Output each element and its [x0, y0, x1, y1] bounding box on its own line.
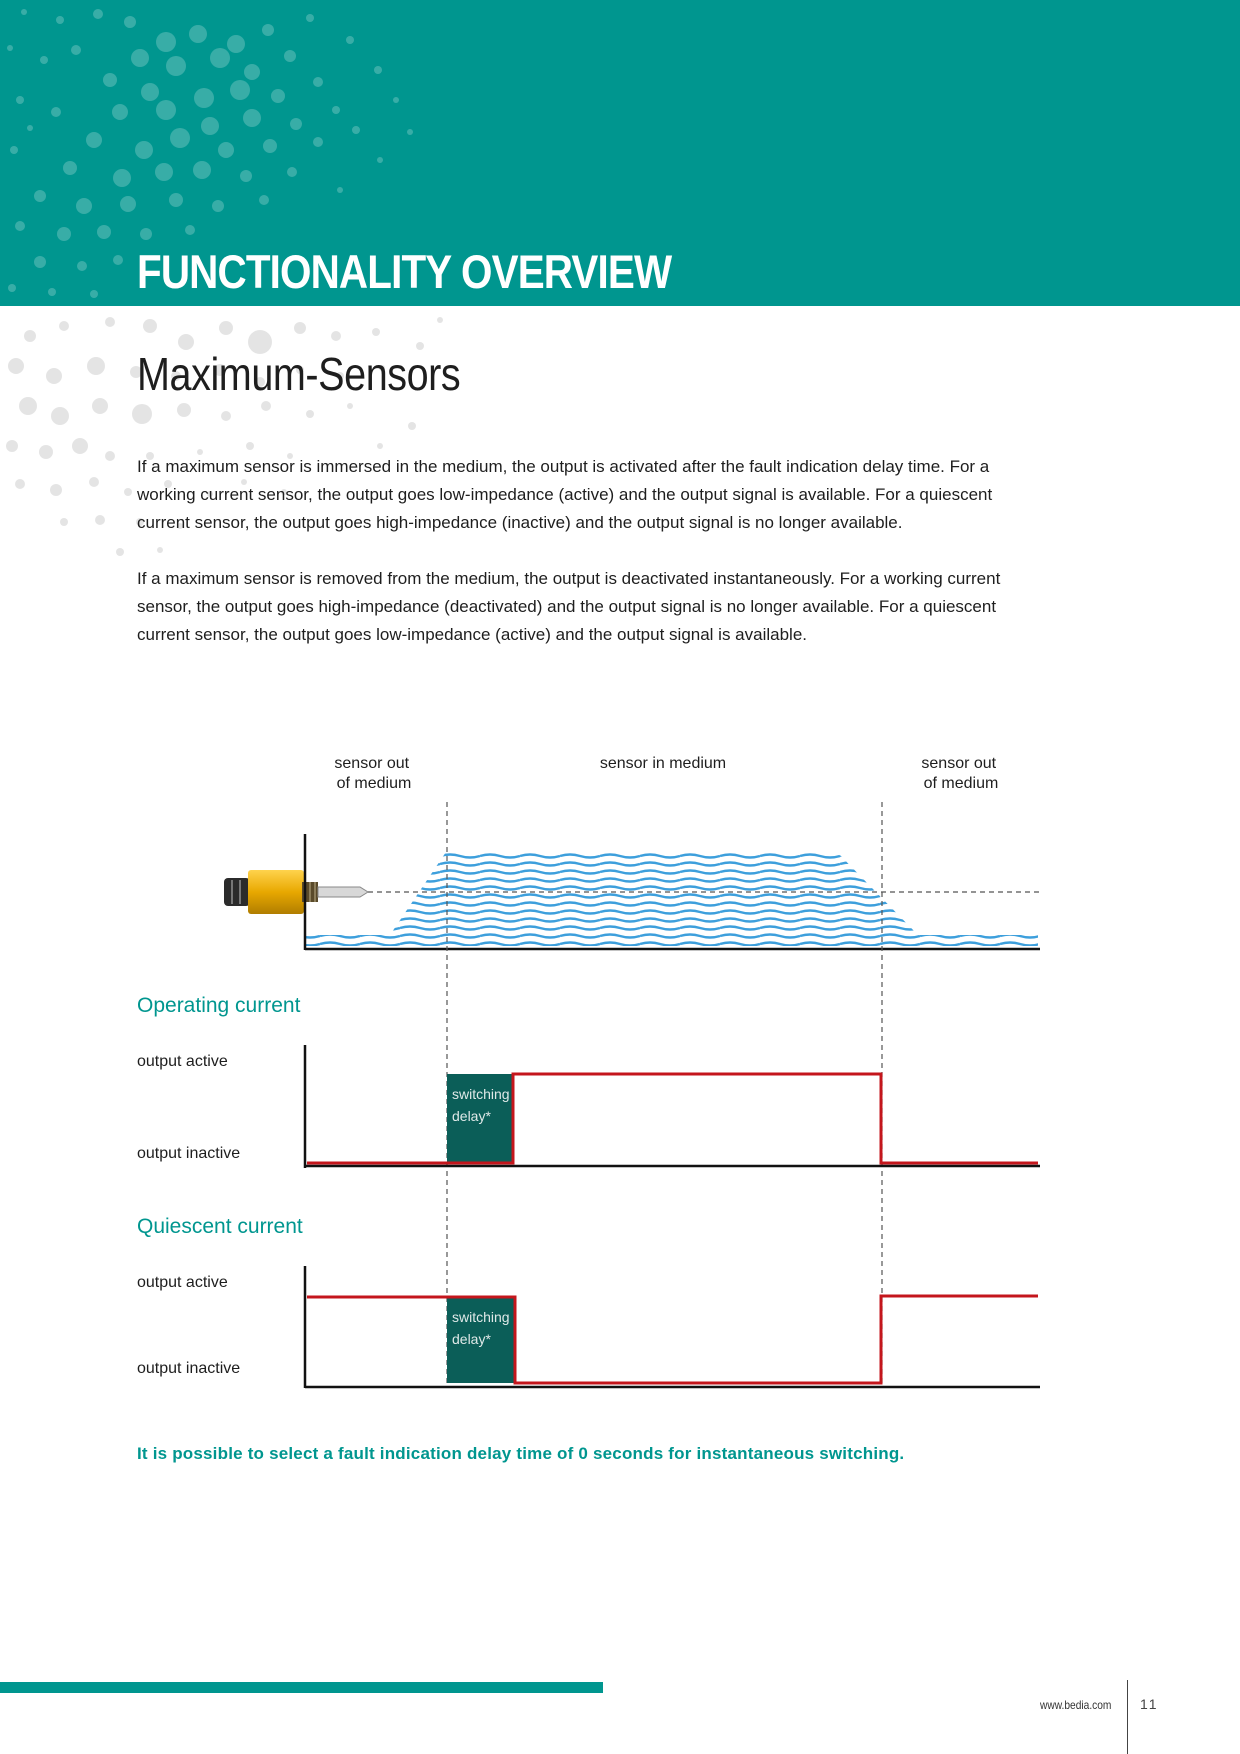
operating-output-active-label: output active [137, 1053, 228, 1070]
header-band [0, 0, 1240, 306]
phase-label-left: sensor out of medium [334, 755, 412, 792]
header-title: FUNCTIONALITY OVERVIEW [137, 245, 672, 298]
medium-fill [306, 851, 1038, 946]
quiescent-output-active-label: output active [137, 1274, 228, 1291]
page-number: 11 [1140, 1696, 1159, 1712]
paragraph-immersed: If a maximum sensor is immersed in the medium, the output is activated after the fault indication delay time. For a working current sensor, the output goes low-impedance (active) and the output signal is available. For a quiescent current sensor, the output goes high-impedance (inactive) and the output signal is no longer available. [137, 457, 993, 532]
quiescent-switching-delay-label: switching delay* [452, 1309, 510, 1347]
phase-label-middle: sensor in medium [599, 755, 727, 772]
operating-switching-delay-label: switching delay* [452, 1086, 510, 1124]
footer-url[interactable]: www.bedia.com [1040, 1698, 1112, 1712]
footer-bar [0, 1682, 603, 1693]
section-title: Maximum-Sensors [137, 348, 461, 400]
operating-current-title: Operating current [137, 994, 301, 1017]
quiescent-signal-line [307, 1296, 1038, 1383]
quiescent-output-inactive-label: output inactive [137, 1360, 241, 1377]
footer-divider [1127, 1680, 1128, 1754]
quiescent-current-title: Quiescent current [137, 1215, 303, 1238]
operating-signal-line [307, 1074, 1038, 1163]
operating-output-inactive-label: output inactive [137, 1145, 241, 1162]
sensor-icon [224, 870, 368, 914]
paragraph-removed: If a maximum sensor is removed from the medium, the output is deactivated instantaneously. For a working current sensor, the output goes high-impedance (deactivated) and the output signal is no longer available. For a quiescent current sensor, the output goes low-impedance (active) and the output signal is available. [137, 569, 1001, 644]
delay-note: It is possible to select a fault indication delay time of 0 seconds for instantaneous switching. [137, 1444, 905, 1463]
phase-label-right: sensor out of medium [921, 755, 999, 792]
timing-diagram [0, 740, 1240, 1420]
